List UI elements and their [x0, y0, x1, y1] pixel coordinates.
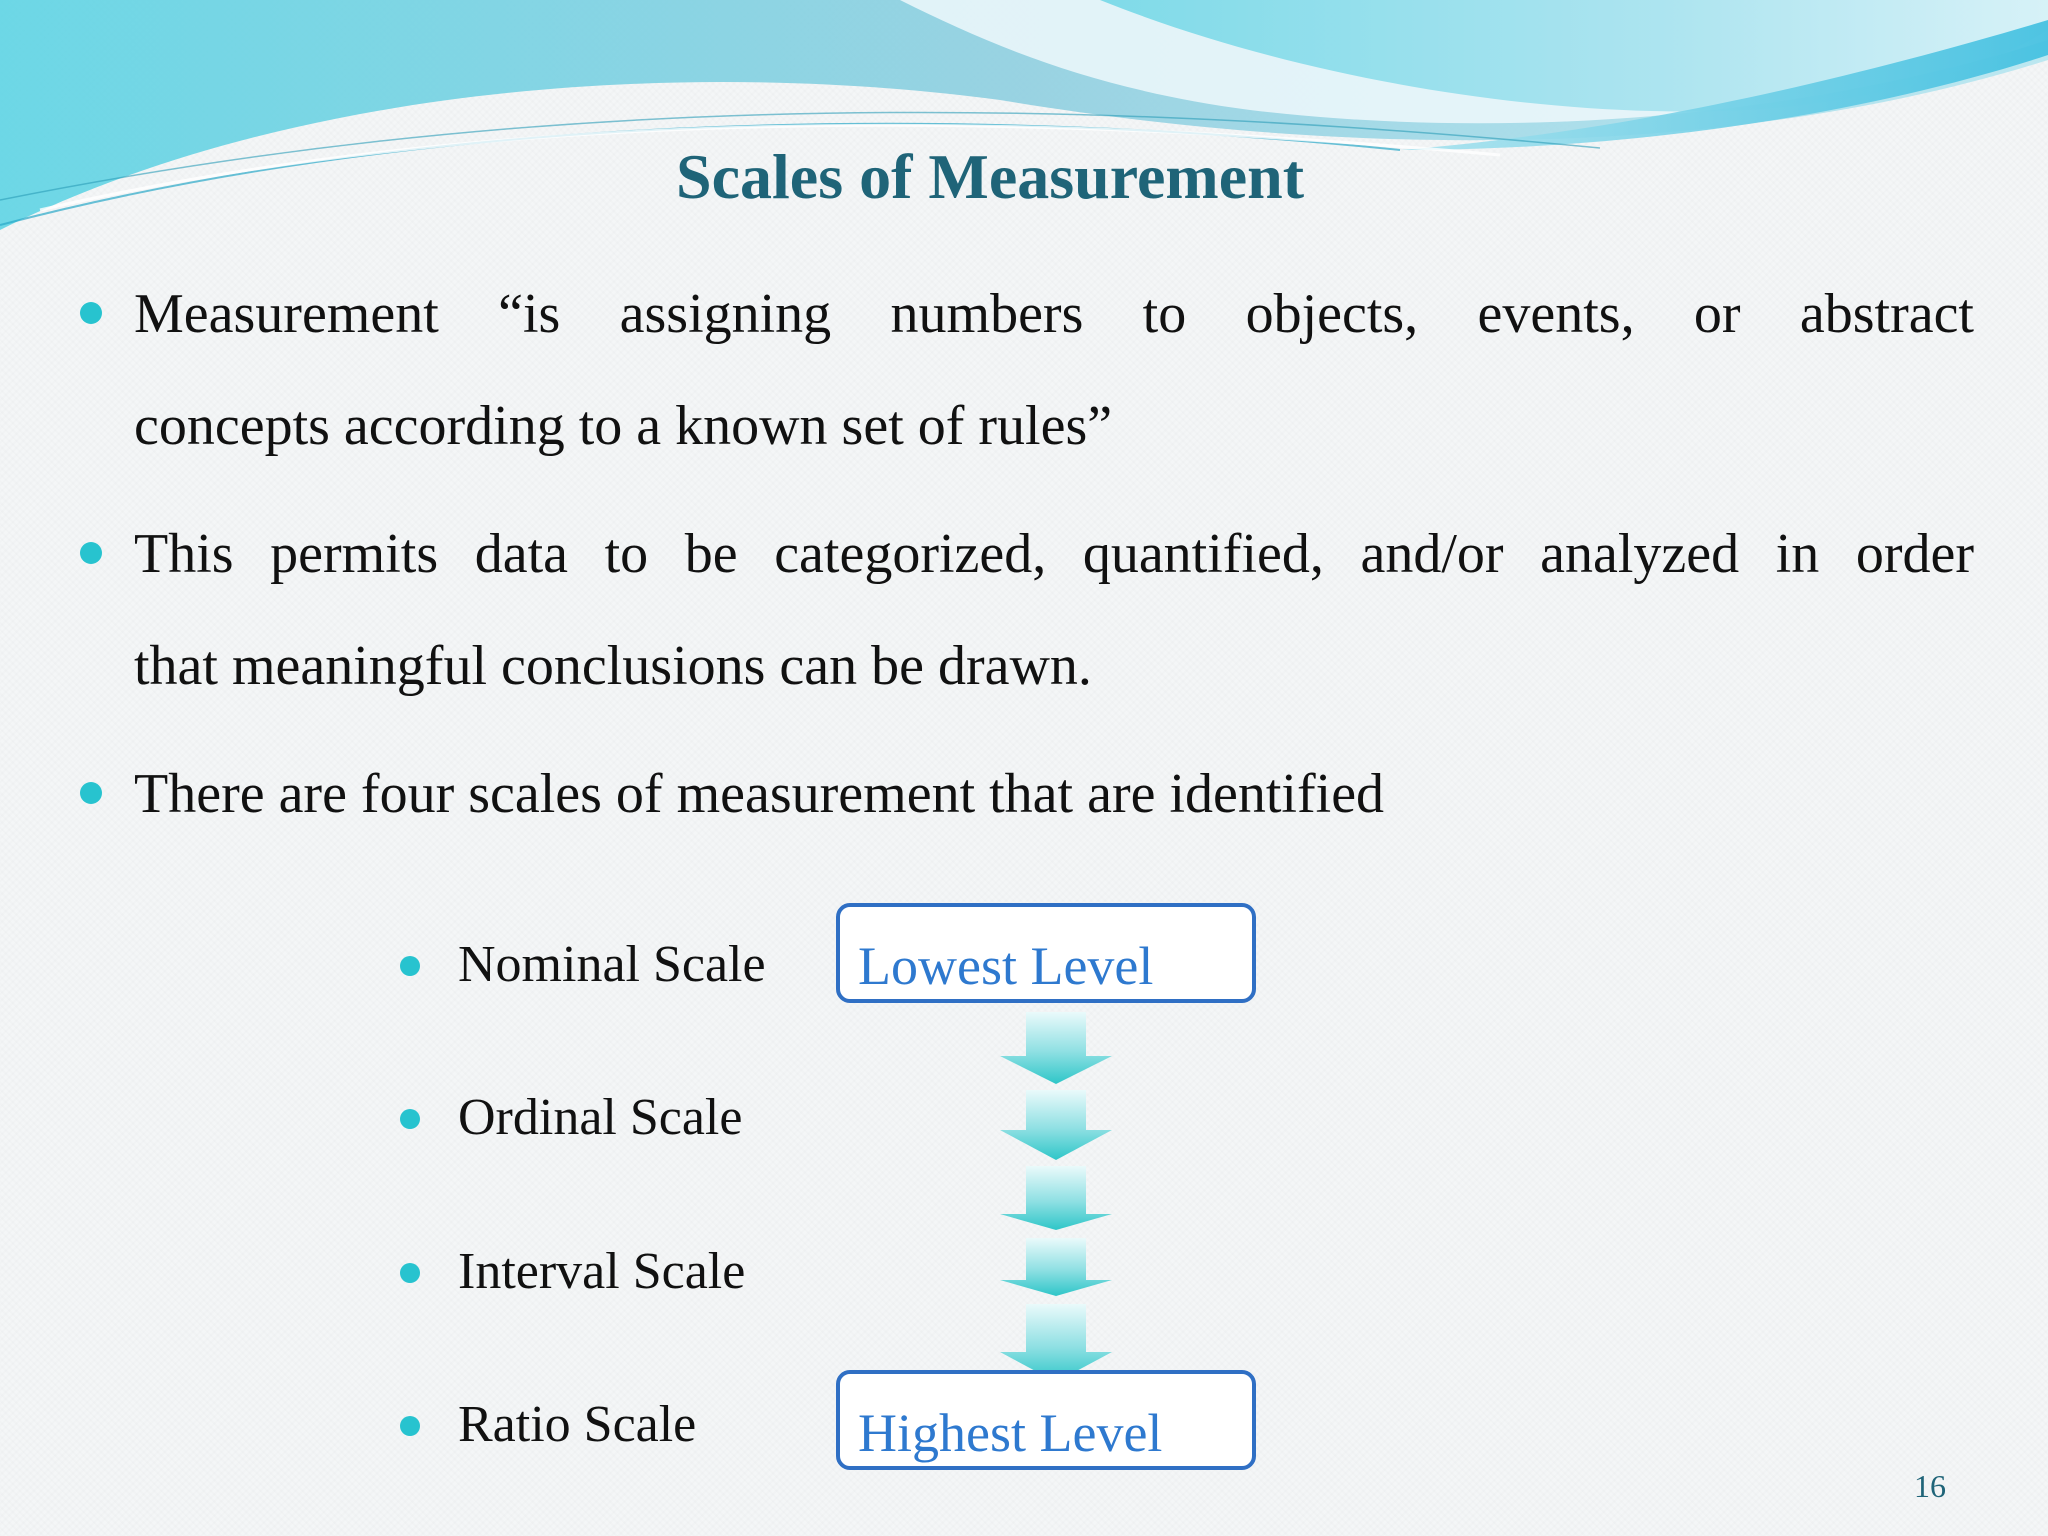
- scale-label: Ordinal Scale: [458, 1089, 743, 1146]
- bullet-dot-icon: [400, 956, 420, 976]
- bullet-line: concepts according to a known set of rules”: [134, 395, 1113, 457]
- down-arrow-icon: [1000, 1166, 1112, 1230]
- scale-item-ratio: [400, 1390, 696, 1460]
- bullet-dot-icon: [80, 782, 102, 804]
- down-arrow-icon: [1000, 1238, 1112, 1296]
- bullet-dot-icon: [400, 1263, 420, 1283]
- bullet-line: Measurement “is assigning numbers to objects, events, or abstract: [134, 283, 1974, 345]
- level-progression-arrows: [976, 1006, 1136, 1386]
- bullet-measurement-definition: [80, 258, 1974, 482]
- lowest-level-box: [836, 903, 1256, 1003]
- bullet-dot-icon: [400, 1416, 420, 1436]
- slide-title: Scales of Measurement: [676, 141, 1304, 212]
- bullet-dot-icon: [400, 1109, 420, 1129]
- highest-level-label: Highest Level: [858, 1403, 1163, 1463]
- bullet-line: This permits data to be categorized, quantified, and/or analyzed in order: [134, 523, 1974, 585]
- page-number: 16: [1914, 1468, 1946, 1504]
- down-arrow-icon: [1000, 1012, 1112, 1084]
- bullet-line: There are four scales of measurement that are identified: [134, 763, 1385, 825]
- scale-item-nominal: [400, 930, 766, 1000]
- scale-label: Interval Scale: [458, 1243, 746, 1300]
- scale-label: Nominal Scale: [458, 936, 766, 993]
- bullet-data-purpose: [80, 498, 1974, 722]
- scale-item-ordinal: [400, 1083, 742, 1153]
- down-arrow-icon: [1000, 1090, 1112, 1160]
- scale-label: Ratio Scale: [458, 1396, 697, 1453]
- bullet-line: that meaningful conclusions can be drawn.: [134, 635, 1092, 697]
- lowest-level-label: Lowest Level: [858, 936, 1154, 996]
- highest-level-box: [836, 1370, 1256, 1470]
- bullet-dot-icon: [80, 302, 102, 324]
- bullet-four-scales: [80, 738, 1974, 850]
- scale-item-interval: [400, 1237, 745, 1307]
- bullet-dot-icon: [80, 542, 102, 564]
